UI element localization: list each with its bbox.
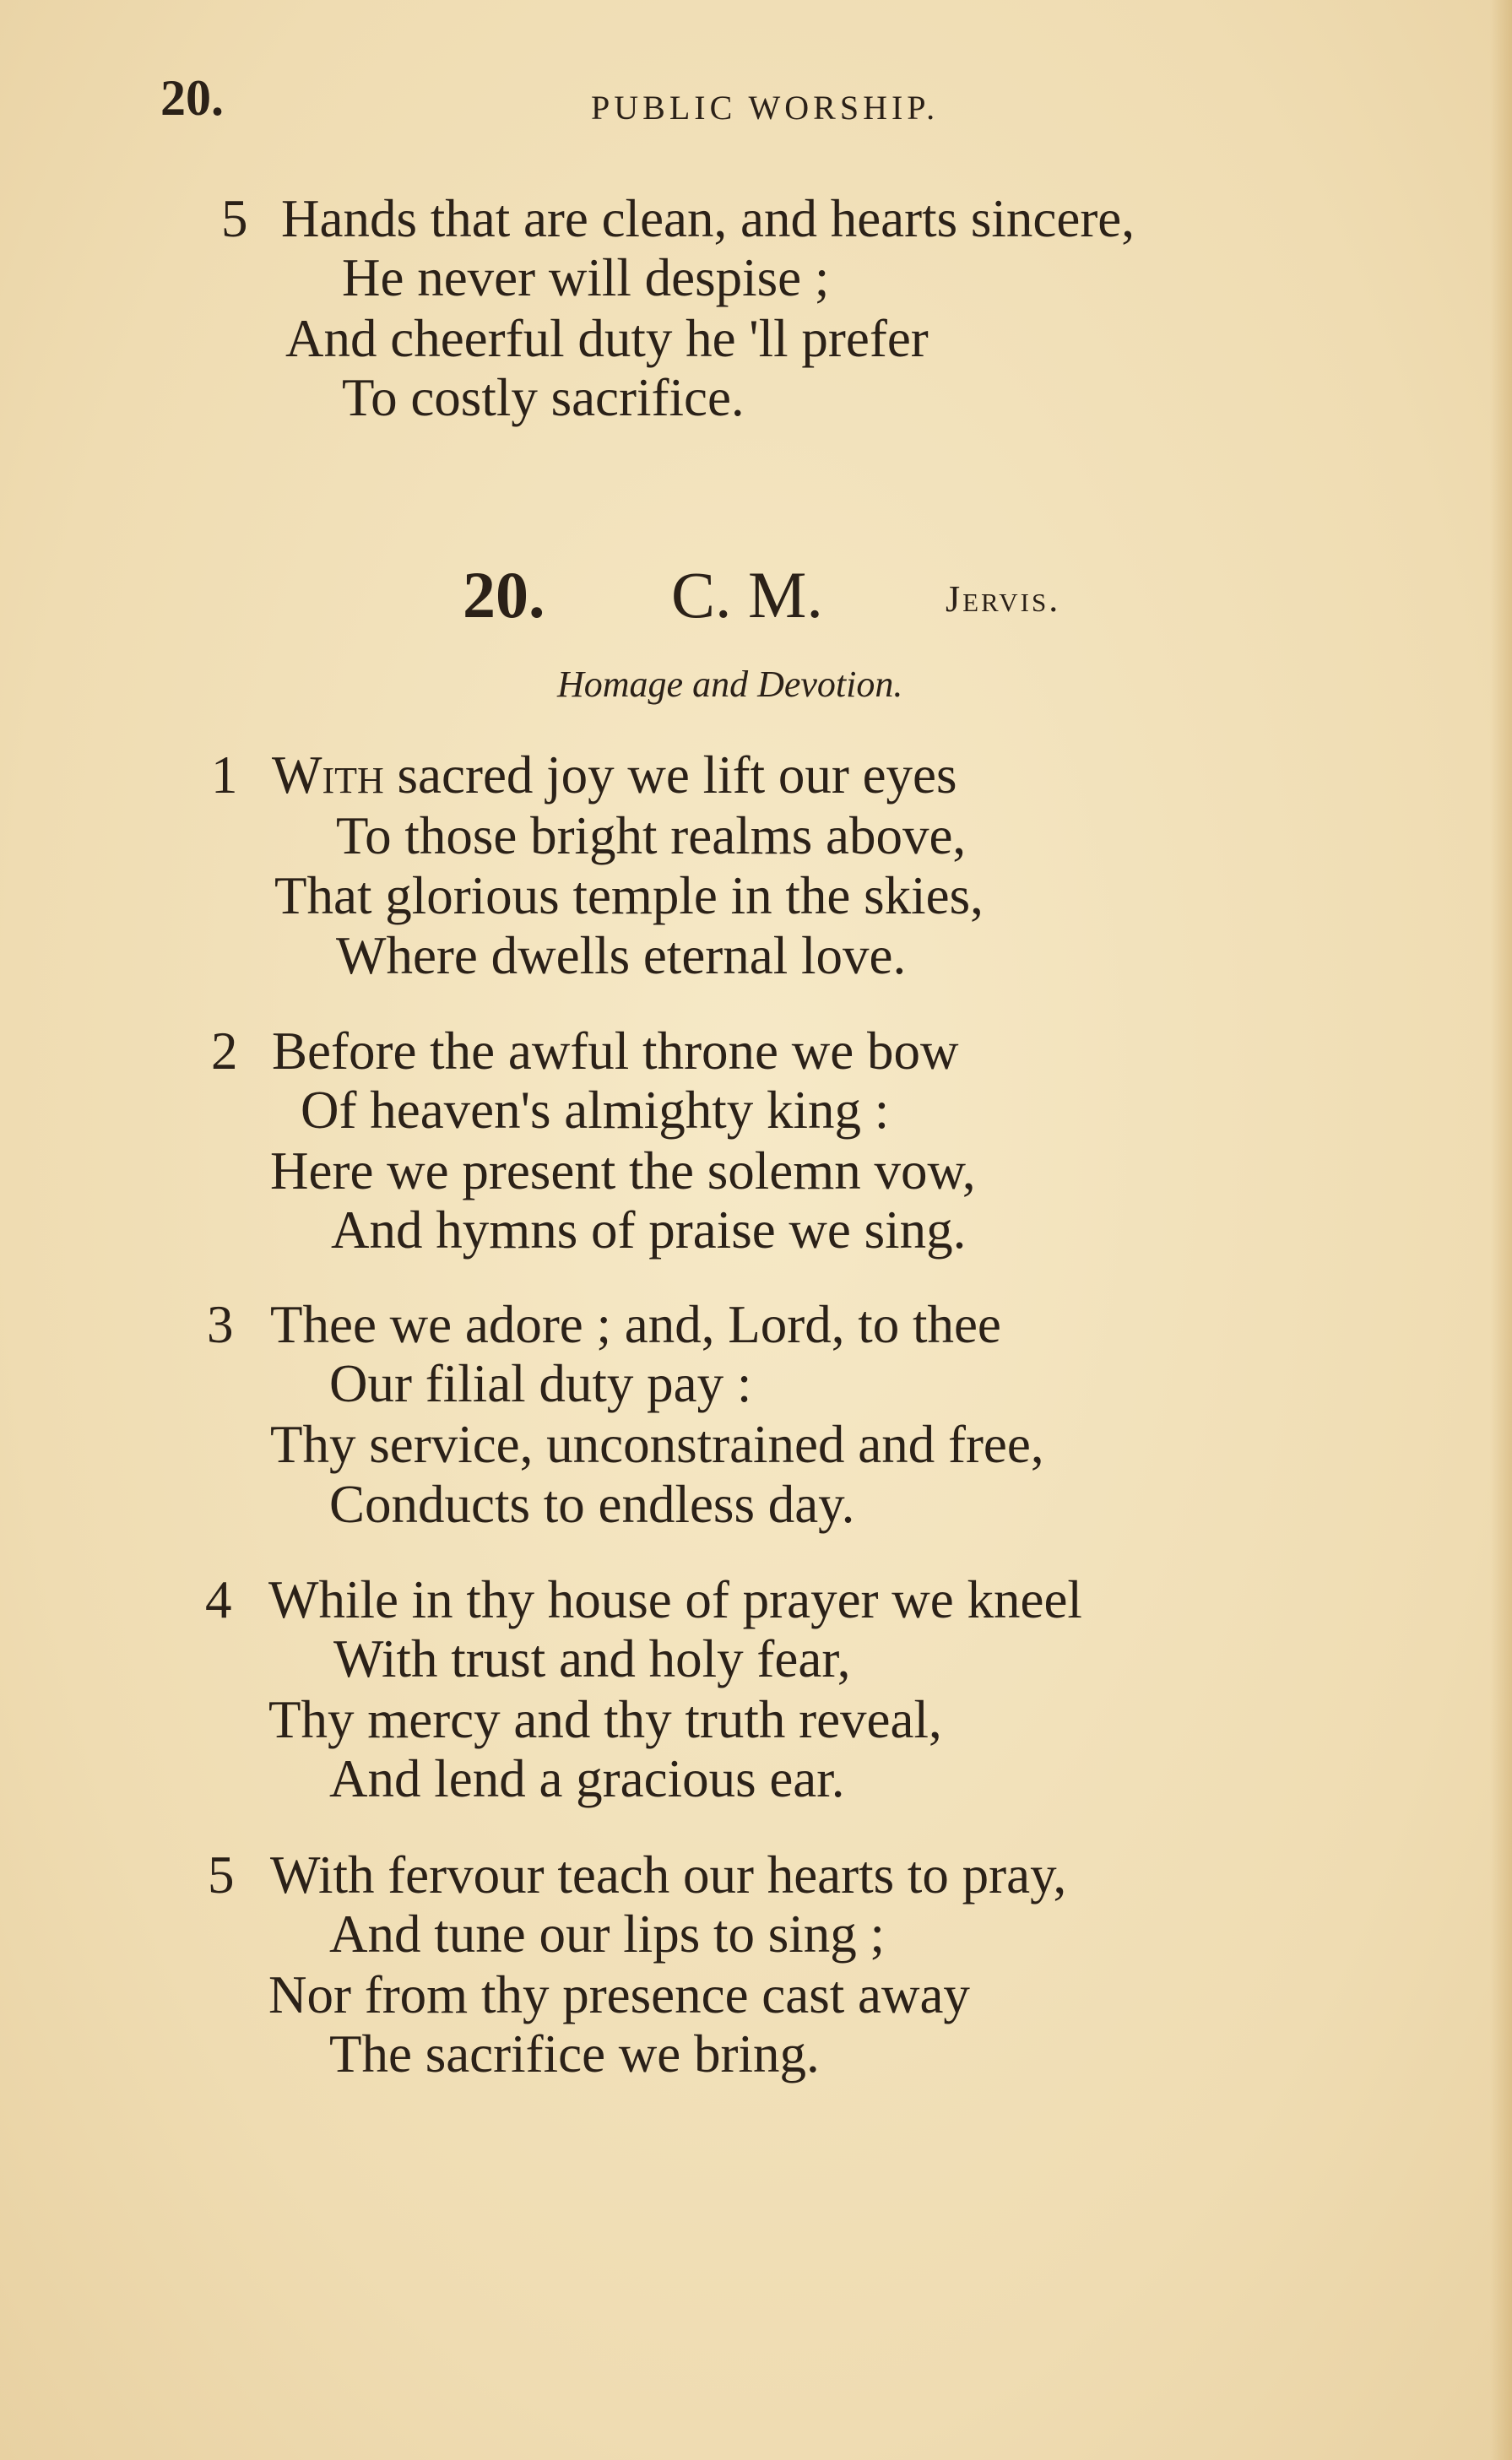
verse-line: Of heaven's almighty king : (301, 1081, 890, 1140)
verse-line (272, 745, 957, 805)
verse-line: Thy mercy and thy truth reveal, (268, 1690, 942, 1749)
verse-line: And lend a gracious ear. (329, 1749, 845, 1808)
verse-line: The sacrifice we bring. (329, 2024, 820, 2083)
verse-line: Thy service, unconstrained and free, (270, 1415, 1044, 1474)
verse-number: 5 (208, 1845, 235, 1905)
verse-line: To costly sacrifice. (342, 368, 745, 427)
verse-line: Where dwells eternal love. (336, 926, 907, 985)
verse-line: And tune our lips to sing ; (329, 1905, 885, 1964)
page-edge (1490, 0, 1512, 2460)
running-title: PUBLIC WORSHIP. (591, 89, 940, 127)
verse-line: With trust and holy fear, (333, 1629, 851, 1688)
verse-number: 5 (221, 189, 248, 248)
verse-line: Before the awful throne we bow (272, 1021, 959, 1081)
verse-number: 2 (211, 1021, 238, 1081)
verse-line: He never will despise ; (342, 248, 830, 307)
verse-line: Here we present the solemn vow, (270, 1141, 976, 1200)
verse-line: Nor from thy presence cast away (268, 1965, 970, 2024)
verse-number: 1 (211, 745, 238, 805)
verse-line: Thee we adore ; and, Lord, to thee (270, 1295, 1001, 1354)
verse-number: 3 (207, 1295, 234, 1354)
hymn-subtitle: Homage and Devotion. (557, 664, 903, 705)
verse-line: Conducts to endless day. (329, 1475, 855, 1534)
verse-line: While in thy house of prayer we kneel (268, 1570, 1082, 1629)
verse-first-word: With (272, 745, 384, 805)
hymn-number: 20. (463, 558, 545, 631)
hymn-meter: C. M. (671, 558, 823, 631)
verse-line: With fervour teach our hearts to pray, (270, 1845, 1067, 1905)
verse-line: And hymns of praise we sing. (331, 1200, 967, 1260)
hymn-tune: Jervis. (946, 578, 1061, 620)
verse-line: Hands that are clean, and hearts sincere, (281, 189, 1135, 248)
verse-line: That glorious temple in the skies, (274, 866, 984, 925)
verse-line: Our filial duty pay : (329, 1354, 752, 1413)
verse-line: To those bright realms above, (336, 806, 967, 865)
page-number: 20. (160, 70, 224, 126)
verse-line: And cheerful duty he 'll prefer (285, 309, 929, 368)
verse-number: 4 (205, 1570, 232, 1629)
verse-line-rest: sacred joy we lift our eyes (397, 745, 957, 805)
